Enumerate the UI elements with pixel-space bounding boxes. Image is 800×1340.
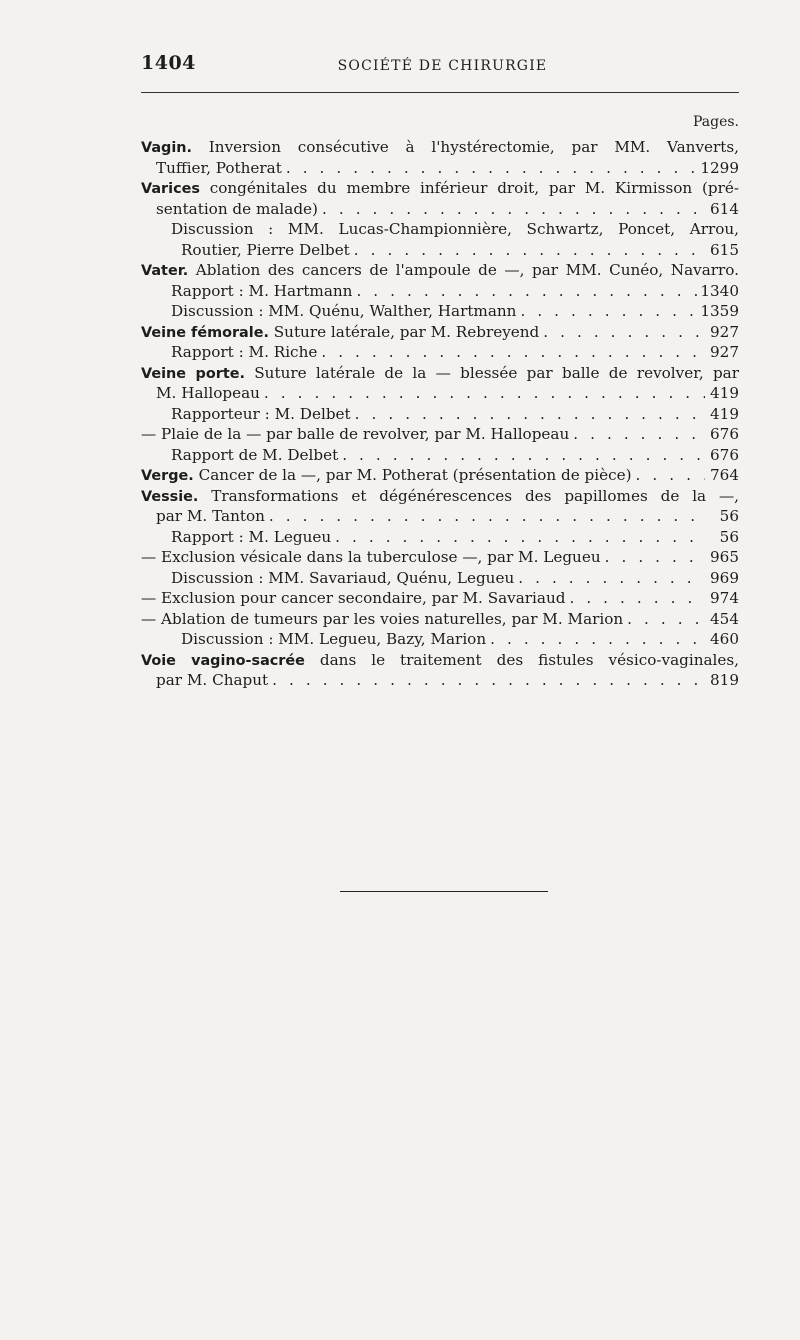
leader-dots — [331, 527, 705, 548]
index-line-text: Veine fémorale. Suture latérale, par M. Rebreyend — [141, 322, 540, 341]
index-line-text: Vessie. Transformations et dégénérescences des papillomes de la —, — [141, 486, 739, 505]
page-reference: 764 — [710, 466, 739, 484]
page-reference: 676 — [710, 445, 739, 464]
index-line — [141, 527, 739, 548]
leader-dots — [317, 342, 705, 363]
page-reference: 419 — [710, 384, 739, 402]
leader-dots — [632, 465, 705, 486]
index-line-text: Voie vagino-sacrée dans le traitement des fistules vésico-vaginales, — [141, 650, 740, 669]
index-line — [141, 465, 739, 486]
index-line — [141, 158, 739, 179]
index-line — [141, 650, 739, 671]
page-reference: 819 — [710, 671, 739, 689]
index-line — [141, 568, 739, 589]
index-line — [141, 486, 739, 507]
page-reference: 454 — [710, 609, 739, 628]
index-line-text: Rapport : M. Legueu — [171, 527, 332, 546]
page-reference: 927 — [710, 322, 739, 341]
index-line — [141, 363, 739, 384]
index-line-text: Rapport de M. Delbet — [171, 445, 339, 464]
page-reference: 927 — [710, 343, 739, 361]
index-line-text: Routier, Pierre Delbet — [181, 240, 350, 259]
leader-dots — [260, 383, 705, 404]
index-headword: Varices — [141, 181, 200, 197]
index-line-text: Rapport : M. Hartmann — [171, 281, 353, 300]
index-line — [141, 670, 739, 691]
leader-dots — [265, 506, 705, 527]
leader-dots — [351, 404, 705, 425]
index-line-text: Discussion : MM. Savariaud, Quénu, Legueu — [171, 568, 515, 587]
page-reference: 974 — [710, 589, 739, 607]
page-reference: 1359 — [700, 302, 739, 320]
page-reference: 615 — [710, 240, 739, 259]
leader-dots — [338, 445, 705, 466]
index-line — [141, 301, 739, 322]
index-line-text: Vater. Ablation des cancers de l'ampoule de —, par MM. Cunéo, Navarro. — [141, 261, 739, 279]
index-line-text: Discussion : MM. Lucas-Championnière, Schwartz, Poncet, Arrou, — [171, 220, 739, 238]
index-headword: Voie vagino-sacrée — [141, 652, 305, 669]
leader-dots — [486, 629, 705, 650]
header-rule — [141, 92, 739, 93]
running-title: SOCIÉTÉ DE CHIRURGIE — [337, 58, 548, 74]
index-line-text: Verge. Cancer de la —, par M. Potherat (présentation de pièce) — [141, 466, 632, 484]
index-line — [141, 260, 739, 281]
index-line — [141, 137, 739, 158]
index-line — [141, 199, 739, 220]
index-headword: Vater. — [141, 263, 189, 279]
leader-dots — [569, 424, 705, 445]
index-line-text: M. Hallopeau — [156, 384, 260, 402]
page-reference: 614 — [710, 199, 739, 218]
index-line-text: Discussion : MM. Legueu, Bazy, Marion — [181, 630, 487, 648]
index-line — [141, 547, 739, 568]
index-headword: Veine porte. — [141, 365, 245, 382]
leader-dots — [352, 281, 700, 302]
page-reference: 460 — [710, 630, 739, 648]
page-reference: 1340 — [700, 281, 739, 300]
page-reference: 676 — [710, 425, 739, 443]
index-headword: Verge. — [141, 468, 194, 484]
index-line-text: par M. Chaput — [156, 671, 269, 689]
page-reference: 965 — [710, 548, 739, 566]
index-line — [141, 383, 739, 404]
index-line — [141, 404, 739, 425]
page-number: 1404 — [141, 52, 196, 74]
index-line-text: Veine porte. Suture latérale de la — blessée par balle de revolver, par — [141, 363, 739, 382]
index-line-text: — Exclusion vésicale dans la tuberculose —, par M. Legueu — [141, 548, 601, 566]
index-line — [141, 281, 739, 302]
pages-column-label: Pages. — [692, 114, 739, 130]
index-headword: Veine fémorale. — [141, 324, 269, 341]
index-line-text: — Plaie de la — par balle de revolver, par M. Hallopeau — [141, 425, 570, 443]
leader-dots — [623, 609, 705, 630]
leader-dots — [514, 568, 705, 589]
leader-dots — [318, 199, 705, 220]
leader-dots — [516, 301, 700, 322]
end-rule — [340, 891, 548, 892]
index-line-text: Varices congénitales du membre inférieur droit, par M. Kirmisson (pré- — [141, 179, 739, 197]
page-reference: 56 — [719, 527, 739, 546]
index-line — [141, 506, 739, 527]
index-line — [141, 240, 739, 261]
index-line — [141, 178, 739, 199]
index-line-text: — Exclusion pour cancer secondaire, par M. Savariaud — [141, 589, 566, 607]
index-line — [141, 342, 739, 363]
page-reference: 419 — [710, 404, 739, 423]
leader-dots — [282, 158, 701, 179]
index-line-text: Tuffier, Potherat — [156, 158, 282, 177]
leader-dots — [350, 240, 705, 261]
page-reference: 969 — [710, 568, 739, 587]
index-line-text: par M. Tanton — [156, 507, 265, 525]
index-line-text: — Ablation de tumeurs par les voies naturelles, par M. Marion — [141, 609, 624, 628]
page-reference: 1299 — [700, 158, 739, 177]
index-line — [141, 629, 739, 650]
index-line-text: Vagin. Inversion consécutive à l'hystérectomie, par MM. Vanverts, — [141, 138, 739, 156]
index-line-text: Discussion : MM. Quénu, Walther, Hartmann — [171, 302, 517, 320]
leader-dots — [601, 547, 705, 568]
page-reference: 56 — [719, 507, 739, 525]
index-line — [141, 609, 739, 630]
index-line — [141, 219, 739, 240]
index-line-text: Rapporteur : M. Delbet — [171, 404, 351, 423]
index-line-text: Rapport : M. Riche — [171, 343, 318, 361]
leader-dots — [565, 588, 705, 609]
index-line — [141, 445, 739, 466]
index-line — [141, 322, 739, 343]
index-headword: Vessie. — [141, 488, 199, 505]
index-line — [141, 424, 739, 445]
leader-dots — [268, 670, 705, 691]
leader-dots — [539, 322, 705, 343]
index-headword: Vagin. — [141, 140, 193, 156]
index-line-text: sentation de malade) — [156, 199, 318, 218]
index-entries — [141, 137, 739, 691]
index-line — [141, 588, 739, 609]
